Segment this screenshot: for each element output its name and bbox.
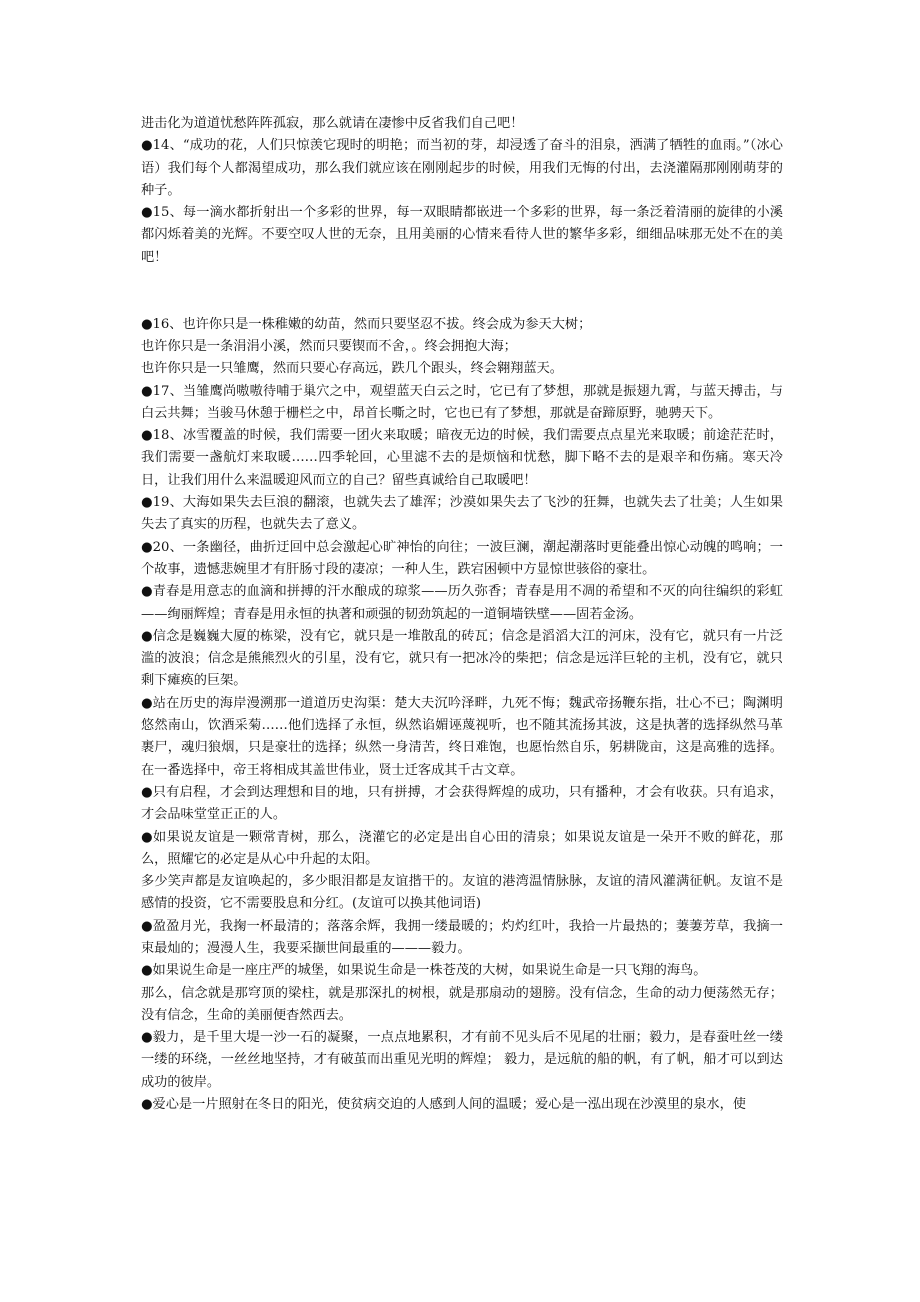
- paragraph-15: ●15、每一滴水都折射出一个多彩的世界，每一双眼睛都嵌进一个多彩的世界，每一条泛着清丽的旋律的小溪都闪烁着美的光辉。不要空叹人世的无奈，且用美丽的心情来看待人世的繁华多彩，细细品味那无处不在的美吧！: [141, 205, 783, 265]
- paragraph-moonlight: ●盈盈月光，我掬一杯最清的；落落余辉，我拥一缕最暖的；灼灼红叶，我拾一片最热的；萋萋芳草，我摘一束最灿的；漫漫人生，我要采撷世间最重的———毅力。: [141, 918, 783, 956]
- paragraph-start: ●只有启程，才会到达理想和目的地，只有拼搏，才会获得辉煌的成功，只有播种，才会有收获。只有追求，才会品味堂堂正正的人。: [141, 784, 783, 823]
- paragraph-life: ●如果说生命是一座庄严的城堡，如果说生命是一株苍茂的大树，如果说生命是一只飞翔的海鸟。: [141, 963, 707, 979]
- paragraph-16-line-3: 也许你只是一只雏鹰，然而只要心存高远，跌几个跟头，终会翱翔蓝天。: [141, 361, 563, 377]
- document-page: [141, 113, 783, 1116]
- paragraph-18: ●18、冰雪覆盖的时候，我们需要一团火来取暖；暗夜无边的时候，我们需要点点星光来取暖；前途茫茫时，我们需要一盏航灯来取暖……四季轮回，心里滤不去的是烦恼和忧愁，脚下略不去的是艰辛和伤痛。寒天冷日，让我们用什么来温暖迎风而立的自己？留些真诚给自己取暖吧！: [141, 428, 783, 488]
- paragraph-perseverance: ●毅力，是千里大堤一沙一石的凝聚，一点点地累积，才有前不见头后不见尾的壮丽；毅力，是春蚕吐丝一缕一缕的环绕，一丝丝地坚持，才有破茧而出重见光明的辉煌； 毅力，是远航的船的帆，有了帆，船才可以到达成功的彼岸。: [141, 1030, 783, 1090]
- paragraph-belief: ●信念是巍巍大厦的栋梁，没有它，就只是一堆散乱的砖瓦；信念是滔滔大江的河床，没有它，就只有一片泛滥的波浪；信念是熊熊烈火的引星，没有它，就只有一把冰冷的柴把；信念是远洋巨轮的主机，没有它，就只剩下瘫痪的巨架。: [141, 628, 783, 689]
- paragraph-life-2: 那么，信念就是那穹顶的梁柱，就是那深扎的树根，就是那扇动的翅膀。没有信念，生命的动力便荡然无存；没有信念，生命的美丽便杳然西去。: [141, 985, 783, 1023]
- paragraph-16: ●16、也许你只是一株稚嫩的幼苗，然而只要坚忍不拔。终会成为参天大树；: [141, 316, 592, 332]
- paragraph-love: ●爱心是一片照射在冬日的阳光，使贫病交迫的人感到人间的温暖；爱心是一泓出现在沙漠里的泉水，使: [141, 1097, 746, 1113]
- paragraph-17: ●17、当雏鹰尚嗷嗷待哺于巢穴之中，观望蓝天白云之时，它已有了梦想，那就是振翅九霄，与蓝天搏击，与白云共舞；当骏马休憩于栅栏之中，昂首长嘶之时，它也已有了梦想，那就是奋蹄原野，驰骋天下。: [141, 383, 783, 421]
- blank-gap: [141, 269, 783, 314]
- paragraph-friendship: ●如果说友谊是一颗常青树，那么，浇灌它的必定是出自心田的清泉；如果说友谊是一朵开不败的鲜花，那么，照耀它的必定是从心中升起的太阳。: [141, 829, 783, 867]
- paragraph-14: ●14、“成功的花，人们只惊羡它现时的明艳；而当初的芽，却浸透了奋斗的泪泉，洒满了牺牲的血雨。”（冰心语）我们每个人都渴望成功，那么我们就应该在刚刚起步的时候，用我们无悔的付出，去浇灌隔那刚刚萌芽的种子。: [141, 138, 783, 198]
- paragraph-youth: ●青春是用意志的血滴和拼搏的汗水酿成的琼浆——历久弥香；青春是用不凋的希望和不灭的向往编织的彩虹——绚丽辉煌；青春是用永恒的执著和顽强的韧劲筑起的一道铜墙铁壁——固若金汤。: [141, 584, 783, 622]
- paragraph-history: ●站在历史的海岸漫溯那一道道历史沟渠：楚大夫沉吟泽畔，九死不悔；魏武帝扬鞭东指，壮心不已；陶渊明悠然南山，饮酒采菊……他们选择了永恒，纵然谄媚诬蔑视听，也不随其流扬其波，这是执著的选择纵然马革裹尸，魂归狼烟，只是豪壮的选择；纵然一身清苦，终日难饱，也愿怡然自乐，躬耕陇亩，这是高雅的选择。在一番选择中，帝王将相成其盖世伟业，贤士迁客成其千古文章。: [141, 695, 783, 778]
- paragraph-20: ●20、一条幽径，曲折迂回中总会激起心旷神怡的向往；一波巨澜，潮起潮落时更能叠出惊心动魄的鸣响；一个故事，遗憾悲婉里才有肝肠寸段的凄凉；一种人生，跌宕困顿中方显惊世骇俗的豪壮。: [141, 539, 783, 577]
- paragraph-friendship-2: 多少笑声都是友谊唤起的，多少眼泪都是友谊揩干的。友谊的港湾温情脉脉，友谊的清风灌满征帆。友谊不是感情的投资，它不需要股息和分红。(友谊可以换其他词语): [141, 874, 783, 912]
- paragraph-16-line-2: 也许你只是一条涓涓小溪，然而只要锲而不舍，。终会拥抱大海；: [141, 338, 517, 354]
- paragraph-continuation: 进击化为道道忧愁阵阵孤寂，那么就请在凄惨中反省我们自己吧！: [141, 116, 524, 131]
- paragraph-19: ●19、大海如果失去巨浪的翻滚，也就失去了雄浑；沙漠如果失去了飞沙的狂舞，也就失去了壮美；人生如果失去了真实的历程，也就失去了意义。: [141, 495, 783, 533]
